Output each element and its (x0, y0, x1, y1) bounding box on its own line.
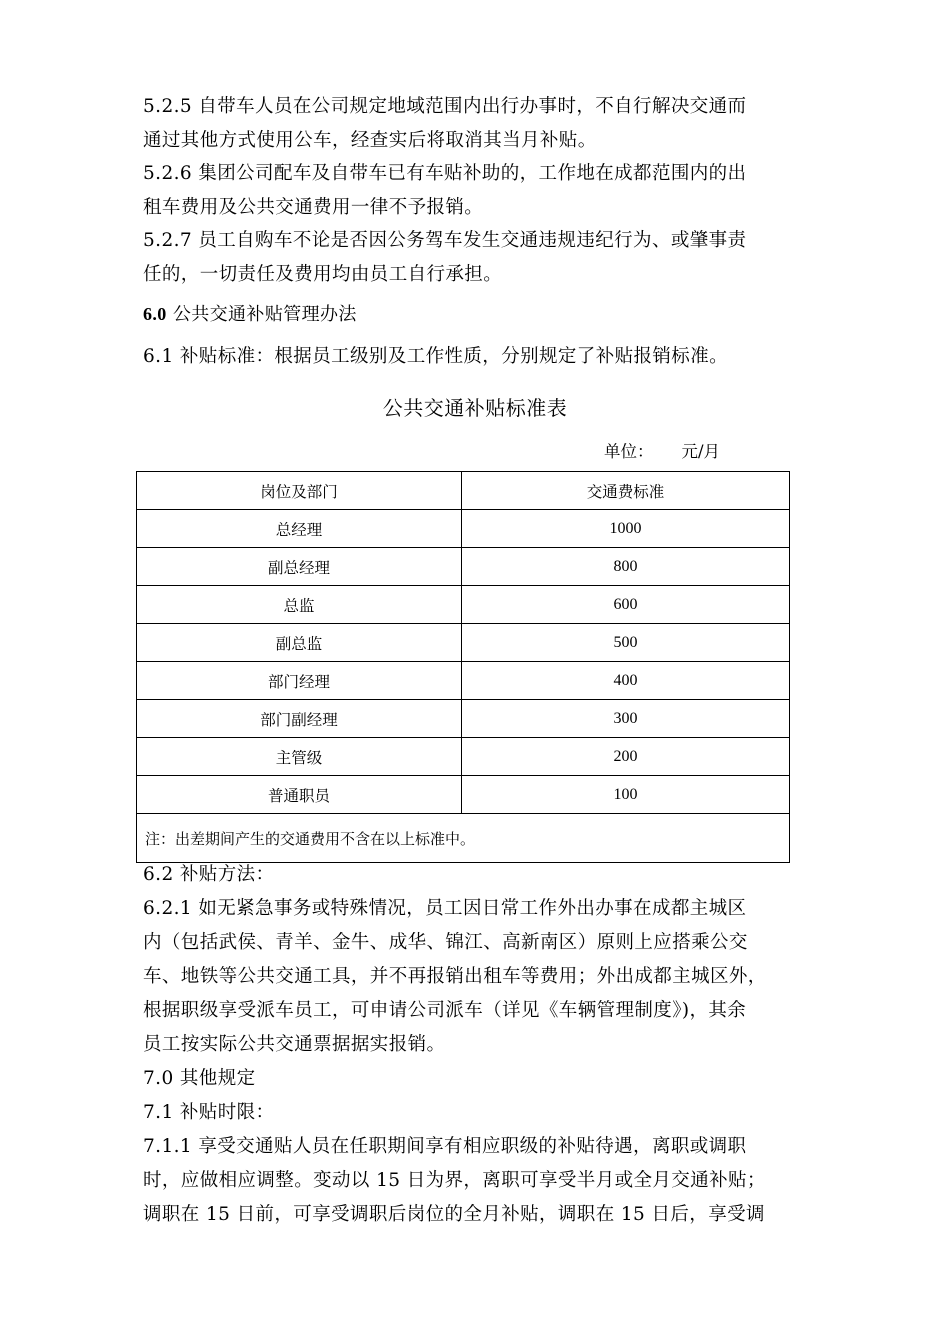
table-cell-amount: 100 (462, 776, 790, 814)
table-cell-amount: 300 (462, 700, 790, 738)
table-row (137, 510, 790, 548)
table-cell-position: 副总监 (137, 624, 462, 662)
section-title: 公共交通补贴管理办法 (166, 304, 357, 325)
text-line: 7.1.1 享受交通贴人员在任职期间享有相应职级的补贴待遇，离职或调职 (143, 1136, 747, 1157)
table-cell-position: 主管级 (137, 738, 462, 776)
text-line: 通过其他方式使用公车，经查实后将取消其当月补贴。 (143, 130, 597, 151)
table-cell-amount: 200 (462, 738, 790, 776)
table-row (137, 700, 790, 738)
table-header-cell: 交通费标准 (462, 472, 790, 510)
section-number: 6.0 (143, 304, 167, 324)
table-cell-position: 普通职员 (137, 776, 462, 814)
table-row (137, 738, 790, 776)
table-cell-position: 部门经理 (137, 662, 462, 700)
text-line: 7.0 其他规定 (143, 1068, 256, 1089)
text-line: 7.1 补贴时限： (143, 1102, 275, 1123)
text-line: 6.2 补贴方法： (143, 864, 275, 885)
paragraph-7-1 (143, 1096, 811, 1130)
section-6-heading (143, 297, 811, 332)
table-title: 公共交通补贴标准表 (382, 396, 568, 420)
text-line: 调职在 15 日前，可享受调职后岗位的全月补贴，调职在 15 日后，享受调 (143, 1204, 765, 1225)
table-cell-position: 总经理 (137, 510, 462, 548)
table-cell-amount: 500 (462, 624, 790, 662)
table-cell-position: 副总经理 (137, 548, 462, 586)
text-line: 根据职级享受派车员工，可申请公司派车（详见《车辆管理制度》)，其余 (143, 1000, 747, 1021)
table-note-row (137, 814, 790, 863)
text-line: 6.2.1 如无紧急事务或特殊情况，员工因日常工作外出办事在成都主城区 (143, 898, 747, 919)
table-row (137, 624, 790, 662)
paragraph-5-2-7 (143, 224, 811, 292)
subsidy-standard-table (136, 471, 790, 863)
table-row (137, 776, 790, 814)
table-header-cell: 岗位及部门 (137, 472, 462, 510)
text-line: 时，应做相应调整。变动以 15 日为界，离职可享受半月或全月交通补贴； (143, 1170, 766, 1191)
table-cell-amount: 400 (462, 662, 790, 700)
text-line: 6.1 补贴标准：根据员工级别及工作性质，分别规定了补贴报销标准。 (143, 346, 729, 367)
table-row (137, 548, 790, 586)
paragraph-6-2 (143, 858, 811, 892)
text-line: 5.2.5 自带车人员在公司规定地域范围内出行办事时，不自行解决交通而 (143, 96, 747, 117)
table-cell-position: 总监 (137, 586, 462, 624)
paragraph-6-1 (143, 340, 811, 374)
text-line: 车、地铁等公共交通工具，并不再报销出租车等费用；外出成都主城区外， (143, 966, 767, 987)
text-line: 租车费用及公共交通费用一律不予报销。 (143, 197, 484, 218)
section-7-heading (143, 1062, 811, 1096)
table-cell-amount: 800 (462, 548, 790, 586)
text-line: 5.2.7 员工自购车不论是否因公务驾车发生交通违规违纪行为、或肇事责 (143, 230, 747, 251)
unit-value: 元/月 (681, 442, 721, 461)
text-line: 内（包括武侯、青羊、金牛、成华、锦江、高新南区）原则上应搭乘公交 (143, 932, 748, 953)
paragraph-5-2-6 (143, 157, 811, 225)
table-unit (604, 438, 720, 462)
table-note: 注：出差期间产生的交通费用不含在以上标准中。 (137, 814, 790, 863)
unit-label: 单位： (604, 442, 654, 461)
paragraph-5-2-5 (143, 90, 811, 158)
table-cell-amount: 600 (462, 586, 790, 624)
text-line: 5.2.6 集团公司配车及自带车已有车贴补助的，工作地在成都范围内的出 (143, 163, 747, 184)
text-line: 任的，一切责任及费用均由员工自行承担。 (143, 264, 503, 285)
paragraph-6-2-1 (143, 892, 811, 1062)
table-cell-amount: 1000 (462, 510, 790, 548)
paragraph-7-1-1 (143, 1130, 811, 1232)
table-row (137, 662, 790, 700)
table-row (137, 586, 790, 624)
table-cell-position: 部门副经理 (137, 700, 462, 738)
table-header-row (137, 472, 790, 510)
text-line: 员工按实际公共交通票据据实报销。 (143, 1034, 446, 1055)
